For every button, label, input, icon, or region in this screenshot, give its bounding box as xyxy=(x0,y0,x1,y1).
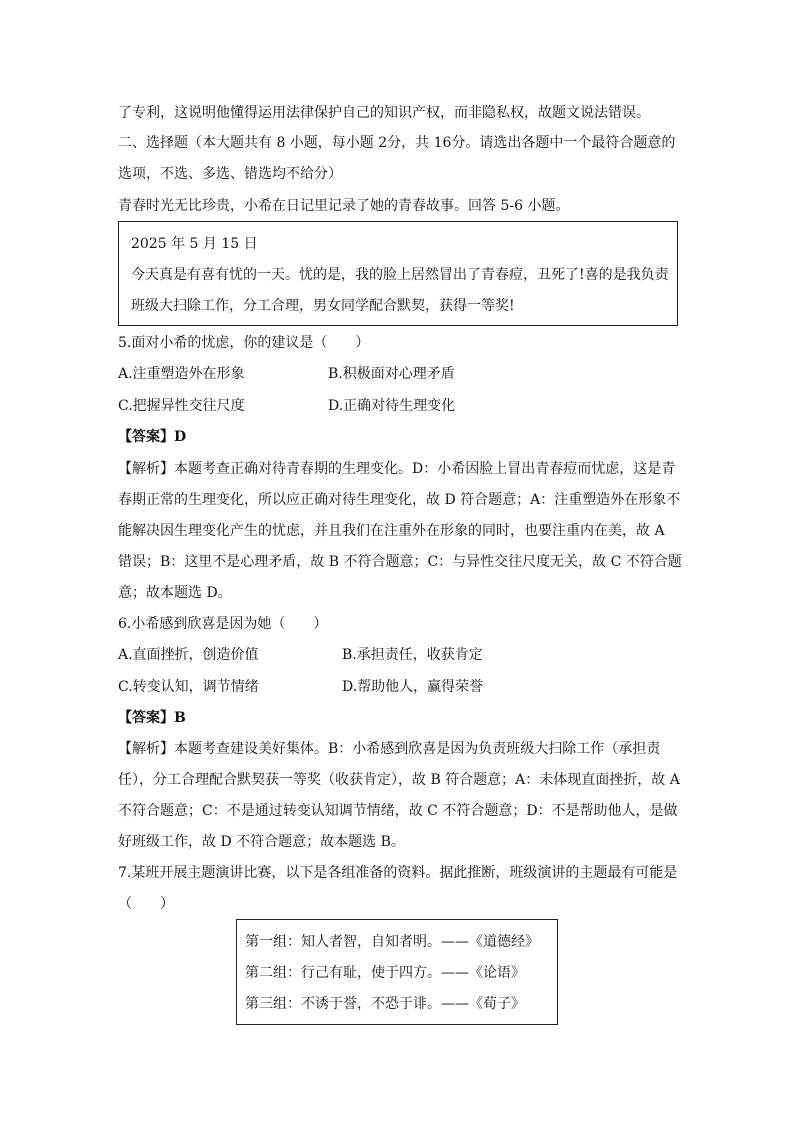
text-line: 选项，不选、多选、错选均不给分） xyxy=(118,166,342,182)
analysis-text: 【解析】本题考查正确对待青春期的生理变化。D：小希因脸上冒出青春痘而忧虑，这是青 xyxy=(118,461,676,477)
section-heading: 二、选择题（本大题共有 8 小题，每小题 2分，共 16分。请选出各题中一个最符合题意的 xyxy=(118,135,676,151)
diary-text: 班级大扫除工作，分工合理，男女同学配合默契，获得一等奖! xyxy=(131,298,515,314)
option-b: B.积极面对心理矛盾 xyxy=(328,366,455,382)
option-c: C.把握异性交往尺度 xyxy=(118,398,245,414)
text-line: 了专利，这说明他懂得运用法律保护自己的知识产权，而非隐私权，故题文说法错误。 xyxy=(118,105,650,121)
option-c: C.转变认知，调节情绪 xyxy=(118,679,259,695)
quote-line: 第二组：行己有耻，使于四方。——《论语》 xyxy=(245,965,525,981)
question-stem: 6.小希感到欣喜是因为她（ ） xyxy=(118,616,328,632)
analysis-text: 错误；B：这里不是心理矛盾，故 B 不符合题意；C：与异性交往尺度无关，故 C 不符合题 xyxy=(118,554,682,570)
text-line: 青春时光无比珍贵，小希在日记里记录了她的青春故事。回答 5-6 小题。 xyxy=(118,198,570,214)
quote-box xyxy=(236,919,558,1025)
answer-label: 【答案】D xyxy=(118,429,187,445)
question-paren: （ ） xyxy=(118,896,174,912)
diary-date: 2025 年 5 月 15 日 xyxy=(131,236,258,252)
analysis-text: 意；故本题选 D。 xyxy=(118,585,232,601)
option-d: D.帮助他人，赢得荣誉 xyxy=(342,679,484,695)
analysis-text: 春期正常的生理变化，所以应正确对待生理变化，故 D 符合题意；A：注重塑造外在形象不 xyxy=(118,492,681,508)
quote-line: 第一组：知人者智，自知者明。——《道德经》 xyxy=(245,934,539,950)
option-b: B.承担责任，收获肯定 xyxy=(342,647,483,663)
analysis-text: 不符合题意；C：不是通过转变认知调节情绪，故 C 不符合题意；D：不是帮助他人，是做 xyxy=(118,803,678,819)
analysis-text: 能解决因生理变化产生的忧虑，并且我们在注重外在形象的同时，也要注重内在美，故 A xyxy=(118,523,665,539)
option-d: D.正确对待生理变化 xyxy=(328,398,456,414)
analysis-text: 【解析】本题考查建设美好集体。B：小希感到欣喜是因为负责班级大扫除工作（承担责 xyxy=(118,741,661,757)
diary-box xyxy=(118,221,678,326)
diary-text: 今天真是有喜有忧的一天。忧的是，我的脸上居然冒出了青春痘，丑死了!喜的是我负责 xyxy=(131,267,669,283)
question-stem: 5.面对小希的忧虑，你的建议是（ ） xyxy=(118,335,370,351)
analysis-text: 任），分工合理配合默契获一等奖（收获肯定），故 B 符合题意；A：未体现直面挫折，故 A xyxy=(118,772,680,788)
analysis-text: 好班级工作，故 D 不符合题意；故本题选 B。 xyxy=(118,834,405,850)
quote-line: 第三组：不诱于誉，不恐于诽。——《荀子》 xyxy=(245,996,525,1012)
option-a: A.直面挫折，创造价值 xyxy=(118,647,259,663)
option-a: A.注重塑造外在形象 xyxy=(118,366,245,382)
answer-label: 【答案】B xyxy=(118,710,186,726)
question-stem: 7.某班开展主题演讲比赛，以下是各组准备的资料。据此推断，班级演讲的主题最有可能是 xyxy=(118,865,678,881)
